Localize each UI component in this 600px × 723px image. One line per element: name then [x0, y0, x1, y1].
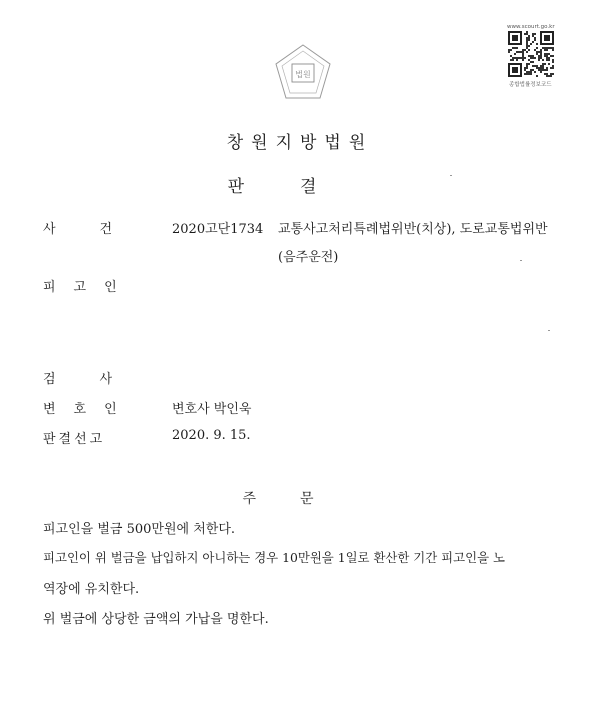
scan-speck — [548, 330, 550, 331]
order-line-3: 역장에 유치한다. — [43, 582, 140, 597]
case-label: 사건 — [43, 222, 157, 237]
document-type: 판결 — [227, 177, 373, 197]
emblem-text: 법원 — [295, 70, 311, 79]
defendant-label: 피고인 — [43, 280, 135, 295]
court-emblem-icon — [272, 42, 334, 104]
sentence-date-label: 판결선고 — [43, 432, 106, 447]
scan-speck — [520, 260, 522, 261]
scan-speck — [450, 175, 452, 176]
defense-value: 변호사 박인욱 — [172, 402, 252, 417]
qr-code-icon — [508, 31, 554, 77]
order-line-4: 위 벌금에 상당한 금액의 가납을 명한다. — [43, 612, 269, 627]
qr-label: 종합법률정보코드 — [509, 82, 552, 88]
order-line-1: 피고인을 벌금 500만원에 처한다. — [43, 522, 236, 537]
case-number: 2020고단1734 — [172, 222, 264, 237]
qr-url: www.scourt.go.kr — [507, 24, 555, 30]
court-name: 창원지방법원 — [226, 133, 374, 153]
case-name-line2: (음주운전) — [278, 250, 339, 265]
order-line-2: 피고인이 위 벌금을 납입하지 아니하는 경우 10만원을 1일로 환산한 기간 피고인을 노 — [43, 550, 505, 565]
prosecutor-label: 검사 — [43, 372, 157, 387]
defense-label: 변호인 — [43, 402, 135, 417]
order-heading: 주문 — [242, 491, 358, 507]
case-name-line1: 교통사고처리특례법위반(치상), 도로교통법위반 — [278, 222, 548, 237]
sentence-date-value: 2020. 9. 15. — [172, 428, 251, 443]
